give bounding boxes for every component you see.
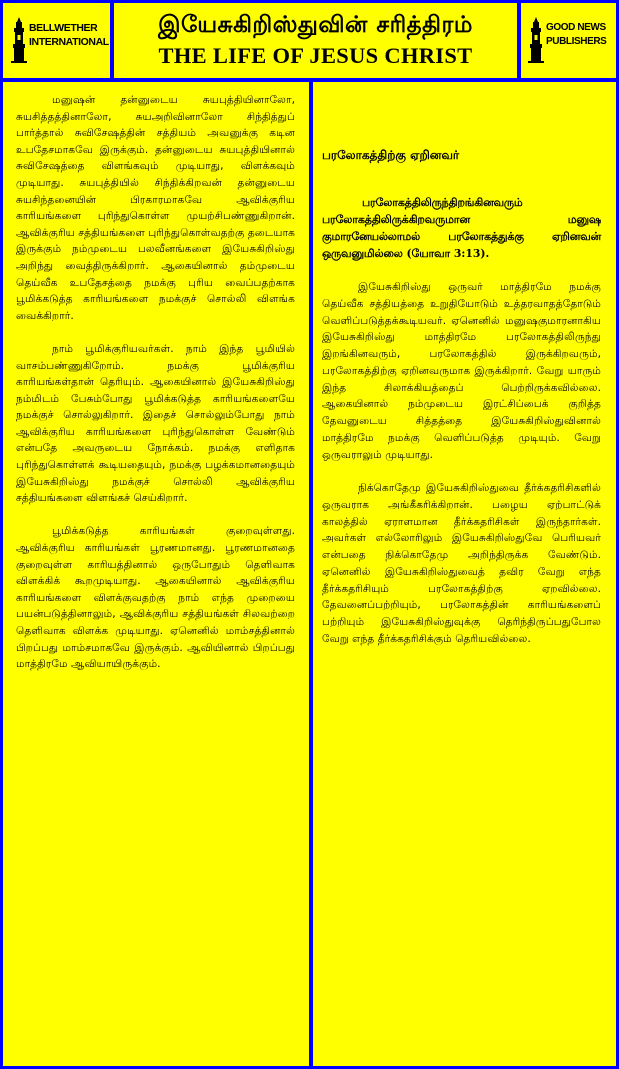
left-logo-line1: BELLWETHER [29, 22, 98, 34]
body-paragraph: இயேசுகிறிஸ்து ஒருவர் மாத்திரமே நமக்கு தெய்வீக சத்தியத்தை உறுதியோடும் உத்தரவாதத்தோடும் வெளிப்படுத்தக்கூடியவர். ஏனெனில் மனுஷகுமாரனாகிய இயேசுகிறிஸ்து மாத்திரமே பரலோகத்திலிருந்து இறங்கினவரும், பரலோகத்தில் இருக்கிறவரும், பரலோகத்திற்கு ஏறினவருமாக இருக்கிறார். வேறு யாரும் இந்த சிலாக்கியத்தைப் பெற்றிருக்கவில்லை. ஆகையினால் நம்முடைய இரட்சிப்பைக் குறித்த தேவனுடைய சித்தத்தை இயேசுகிறிஸ்துவினால் மாத்திரமே நமக்கு வெளிப்படுத்த முடியும். வேறு ஒருவராலும் முடியாது. [322, 280, 601, 461]
good-news-logo [521, 3, 616, 78]
body-paragraph: நாம் பூமிக்குரியவர்கள். நாம் இந்த பூமியில் வாசம்பண்ணுகிறோம். நமக்கு பூமிக்குரிய காரியங்கள்தான் தெரியும். ஆகையினால் இயேசுகிறிஸ்து நம்மிடம் பேசும்போது பூமிக்கடுத்த காரியங்களையே நமக்குச் சொல்லுகிறார். இதைச் சொல்லும்போது நாம் ஆவிக்குரிய காரியங்களை புரிந்துகொள்ள வேண்டும் என்பதே அவருடைய நோக்கம். நமக்கு எளிதாக புரிந்துகொள்ளக் கூடியதையும், நமக்கு பழக்கமானதையும் இயேசுகிறிஸ்து நமக்குச் சொல்லி ஆவிக்குரிய சத்தியங்களை விளங்கச் செய்கிறார். [16, 341, 295, 505]
bellwether-logo [3, 3, 110, 78]
body-paragraph: மனுஷன் தன்னுடைய சுயபுத்தியினாலோ, சுயசித்தத்தினாலோ, சுயஅறிவினாலோ சிந்தித்துப் பார்த்தால் சுவிசேஷத்தின் சத்தியம் அவனுக்கு கடின உபதேசமாகவே இருக்கும். தன்னுடைய சுயபுத்தியினால் சுவிசேஷத்தை விளங்கவும் முடியாது, விளக்கவும் முடியாது. சுயபுத்தியில் சிந்திக்கிறவன் தன்னுடைய சுயசிந்தனையின் பிரகாரமாகவே ஆவிக்குரிய காரியங்களை புரிந்துகொள்ள முயற்சிபண்ணுகிறான். ஆவிக்குரிய சத்தியங்களை புரிந்துகொள்வதற்கு தடையாக இருக்கும் நம்முடைய பலவீனங்களை இயேசுகிறிஸ்து அறிந்து வைத்திருக்கிறார். ஆகையினால் தம்முடைய தெய்வீக உபதேசத்தை நமக்கு புரிய வைப்பதற்காக பூமிக்கடுத்த காரியங்களை நமக்குச் சொல்லி விளங்க வைக்கிறார். [16, 93, 295, 322]
right-column [313, 82, 616, 1066]
body-paragraph: பூமிக்கடுத்த காரியங்கள் குறைவுள்ளது. ஆவிக்குரிய காரியங்கள் பூரணமானது. பூரணமானதை குறைவுள்ள காரியத்தினால் ஒருபோதும் தெளிவாக விளக்கிக் கூறமுடியாது. ஆகையினால் ஆவிக்குரிய காரியங்களை விளக்குவதற்கு நாம் எந்த முறையை பயன்படுத்தினாலும், ஆவிக்குரிய சத்தியங்கள் சிலவற்றை தெளிவாக விளக்க முடியாது. ஏனெனில் மாம்சத்தினால் பிறப்பது மாம்சமாகவே இருக்கும். ஆவியினால் பிறப்பது மாத்திரமே ஆவியாயிருக்கும். [16, 524, 295, 671]
scripture-verse: பரலோகத்திலிருந்திறங்கினவரும் பரலோகத்திலிருக்கிறவருமான மனுஷ குமாரனேயல்லாமல் பரலோகத்துக்கு ஏறினவன் ஒருவனுமில்லை (யோவா 3:13). [322, 196, 601, 260]
bell-tower-icon [10, 17, 28, 63]
right-logo-line2: PUBLISHERS [546, 36, 607, 47]
bell-tower-icon [527, 17, 545, 63]
title-banner [114, 3, 517, 78]
left-logo-line2: INTERNATIONAL [29, 36, 109, 48]
body-paragraph: நிக்கொதேமு இயேசுகிறிஸ்துவை தீர்க்கதரிசிகளில் ஒருவராக அங்கீகரிக்கிறான். பழைய ஏற்பாட்டுக் காலத்தில் ஏராளமான தீர்க்கதரிசிகள் இருந்தார்கள். அவர்கள் எல்லோரிலும் இயேசுகிறிஸ்துவே பெரியவர் என்பதை நிக்கொதேமு அறிந்திருக்க வேண்டும். ஏனெனில் இயேசுகிறிஸ்துவைத் தவிர வேறு எந்த தீர்க்கதரிசியும் பரலோகத்திற்கு ஏறவில்லை. தேவனைப்பற்றியும், பரலோகத்தின் காரியங்களைப் பற்றியும் இயேசுகிறிஸ்துவுக்கு தெரிந்திருப்பதுபோல வேறு எந்த தீர்க்கதரிசிக்கும் தெரியவில்லை. [322, 481, 601, 645]
page-title-english: THE LIFE OF JESUS CHRIST [158, 43, 473, 68]
left-column [3, 82, 309, 1066]
section-heading: பரலோகத்திற்கு ஏறினவர் [322, 148, 460, 162]
right-logo-line1: GOOD NEWS [546, 22, 606, 33]
page-title-tamil: இயேசுகிறிஸ்துவின் சரித்திரம் [158, 11, 473, 38]
